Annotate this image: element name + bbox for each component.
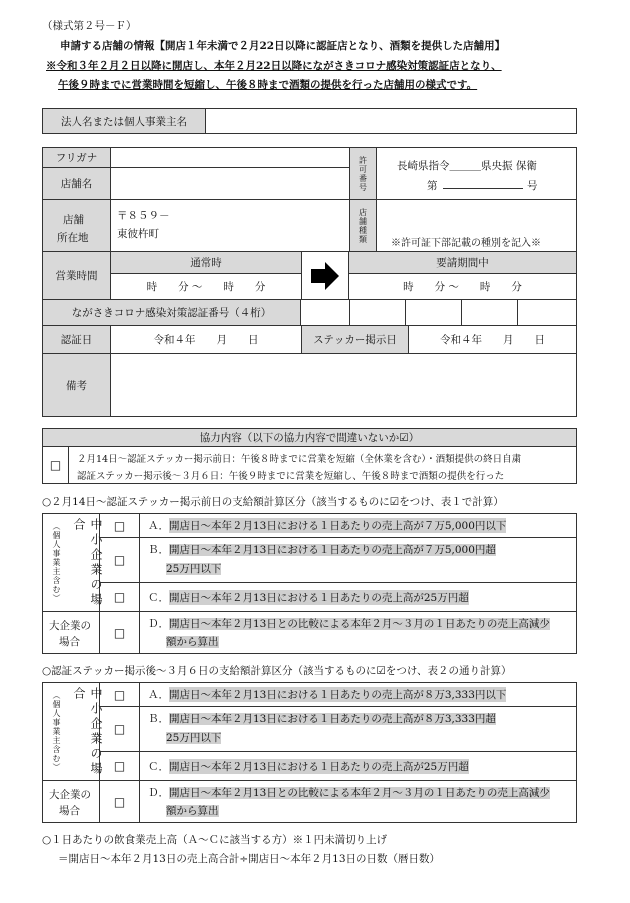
applicant-label: 法人名または個人事業主名	[43, 109, 206, 133]
address-label	[43, 200, 111, 252]
store-type-field[interactable]	[377, 200, 576, 252]
section-1-title: ○２月14日～認証ステッカー掲示前日の支給額計算区分（該当するものに☑をつけ、表１で計算）	[42, 496, 504, 508]
table-2-d-text-2: 額から算出	[166, 805, 219, 817]
table-1-large-1: 大企業の	[49, 620, 91, 632]
table-2-option-b	[140, 707, 576, 752]
table-2-check-a[interactable]: □	[100, 683, 140, 707]
cooperation-title: 協力内容（以下の協力内容で間違いないか☑）	[43, 429, 576, 447]
cert-date-label: 認証日	[43, 326, 111, 354]
table-2-c-prefix: Ｃ．	[148, 760, 169, 773]
table-2	[42, 682, 577, 823]
remarks-label: 備考	[43, 354, 111, 416]
table-2-a-text: 開店日～本年２月13日における１日あたりの売上高が８万3,333円以下	[169, 689, 507, 701]
permit-blank-line	[443, 188, 523, 189]
table-1-check-b[interactable]: □	[100, 538, 140, 583]
table-2-c-text: 開店日～本年２月13日における１日あたりの売上高が25万円超	[169, 760, 469, 773]
permit-line-2-suffix: 号	[527, 180, 538, 192]
table-2-a-prefix: Ａ．	[148, 689, 169, 701]
cooperation-line-1: ２月14日～認証ステッカー掲示前日：午後８時までに営業を短縮（全休業を含む）・酒類提供の終日自粛	[77, 454, 522, 465]
table-2-sme-label	[43, 683, 103, 781]
footer-note-2: ＝開店日～本年２月13日の売上高合計÷開店日～本年２月13日の日数（暦日数）	[58, 853, 441, 865]
cooperation-checkbox[interactable]: □	[43, 447, 69, 483]
permit-line-1: 長崎県指令＿＿＿県央振 保衛	[397, 160, 537, 172]
permit-number-field[interactable]	[377, 148, 576, 200]
table-2-d-text-1: 開店日～本年２月13日との比較による本年２月～３月の１日あたりの売上高減少	[169, 787, 550, 799]
applicant-field[interactable]	[207, 109, 576, 133]
table-2-b-text-1: 開店日～本年２月13日における１日あたりの売上高が８万3,333円超	[169, 713, 496, 725]
table-1-d-text-2: 額から算出	[166, 636, 219, 648]
normal-hours-field[interactable]: 時 分 ～ 時 分	[111, 274, 301, 300]
form-number: （様式第２号－Ｆ）	[42, 20, 137, 32]
table-1-c-prefix: Ｃ．	[148, 591, 169, 604]
table-1-b-prefix: Ｂ．	[148, 544, 169, 556]
cooperation-block	[42, 428, 577, 484]
sticker-date-field[interactable]: 令和４年 月 日	[409, 326, 576, 354]
table-1-a-text: 開店日～本年２月13日における１日あたりの売上高が７万5,000円以下	[169, 520, 507, 532]
store-name-field[interactable]	[111, 168, 349, 200]
address-label-1: 店舗	[63, 214, 84, 226]
table-1-check-a[interactable]: □	[100, 514, 140, 538]
table-1-option-a	[140, 514, 576, 538]
sticker-date-label: ステッカー掲示日	[301, 326, 409, 354]
permit-number-label: 許可番号	[349, 148, 377, 200]
table-2-large-2: 場合	[59, 805, 80, 817]
arrow-cell	[301, 252, 349, 300]
store-name-label: 店舗名	[43, 168, 111, 200]
table-1-check-c[interactable]: □	[100, 583, 140, 612]
table-2-option-c	[140, 752, 576, 781]
heading-title: 申請する店舗の情報【開店１年未満で２月22日以降に認証店となり、酒類を提供した店舗用】	[60, 40, 506, 52]
permit-line-2-prefix: 第	[427, 180, 438, 192]
table-1-d-text-1: 開店日～本年２月13日との比較による本年２月～３月の１日あたりの売上高減少	[169, 618, 550, 630]
table-1-sme-main: 中小企業の場合	[72, 518, 103, 608]
table-1-large-2: 場合	[59, 636, 80, 648]
table-2-option-a	[140, 683, 576, 707]
cooperation-line-2: 認証ステッカー掲示後～３月６日：午後９時までに営業を短縮し、午後８時まで酒類の提供を行った	[77, 471, 505, 482]
store-info-block	[42, 147, 577, 417]
request-hours-field[interactable]: 時 分 ～ 時 分	[349, 274, 576, 300]
table-1-large-label	[43, 612, 100, 653]
postal-code: 〒８５９－	[117, 210, 170, 222]
remarks-field[interactable]	[111, 354, 576, 416]
cert-number-label: ながさきコロナ感染対策認証番号（４桁）	[43, 300, 301, 326]
hours-label: 営業時間	[43, 252, 111, 300]
right-arrow-icon	[311, 262, 339, 290]
table-2-d-prefix: Ｄ．	[148, 787, 169, 799]
address-field[interactable]	[111, 200, 349, 252]
store-type-label: 店舗種類	[349, 200, 377, 252]
table-2-b-prefix: Ｂ．	[148, 713, 169, 725]
heading-note-1: ※令和３年２月２日以降に開店し、本年２月22日以降にながさきコロナ感染対策認証店となり、	[46, 60, 502, 72]
cert-number-field[interactable]	[301, 300, 576, 326]
table-1-a-prefix: Ａ．	[148, 520, 169, 532]
table-1-sme-sub: （個人事業主含む）	[52, 522, 61, 603]
table-1-option-d	[140, 612, 576, 653]
table-2-sme-sub: （個人事業主含む）	[52, 691, 61, 772]
table-1-d-prefix: Ｄ．	[148, 618, 169, 630]
table-2-check-c[interactable]: □	[100, 752, 140, 781]
footer-note-1: ○１日あたりの飲食業売上高（Ａ～Ｃに該当する方）※１円未満切り上げ	[42, 834, 388, 846]
table-2-sme-main: 中小企業の場合	[72, 687, 103, 777]
table-2-large-label	[43, 781, 100, 822]
table-2-check-d[interactable]: □	[100, 781, 140, 822]
table-2-check-b[interactable]: □	[100, 707, 140, 752]
table-1-check-d[interactable]: □	[100, 612, 140, 653]
cert-date-field[interactable]: 令和４年 月 日	[111, 326, 301, 354]
request-period-label: 要請期間中	[349, 252, 576, 274]
store-type-note: ※許可証下部記載の種別を記入※	[391, 238, 541, 249]
furigana-label: フリガナ	[43, 148, 111, 168]
furigana-field[interactable]	[111, 148, 349, 168]
town-name: 東彼杵町	[117, 228, 159, 240]
address-label-2: 所在地	[57, 232, 89, 244]
table-1-sme-label	[43, 514, 103, 612]
table-1-c-text: 開店日～本年２月13日における１日あたりの売上高が25万円超	[169, 591, 469, 604]
applicant-row	[42, 108, 577, 134]
table-2-large-1: 大企業の	[49, 789, 91, 801]
table-2-option-d	[140, 781, 576, 822]
table-1-b-text-1: 開店日～本年２月13日における１日あたりの売上高が７万5,000円超	[169, 544, 496, 556]
table-1-b-text-2: 25万円以下	[166, 563, 222, 575]
table-1	[42, 513, 577, 654]
table-2-b-text-2: 25万円以下	[166, 732, 222, 744]
table-1-option-c	[140, 583, 576, 612]
table-1-option-b	[140, 538, 576, 583]
section-2-title: ○認証ステッカー掲示後～３月６日の支給額計算区分（該当するものに☑をつけ、表２の通り計算）	[42, 665, 512, 677]
heading-note-2: 午後９時までに営業時間を短縮し、午後８時まで酒類の提供を行った店舗用の様式です。	[58, 79, 478, 91]
normal-hours-label: 通常時	[111, 252, 301, 274]
